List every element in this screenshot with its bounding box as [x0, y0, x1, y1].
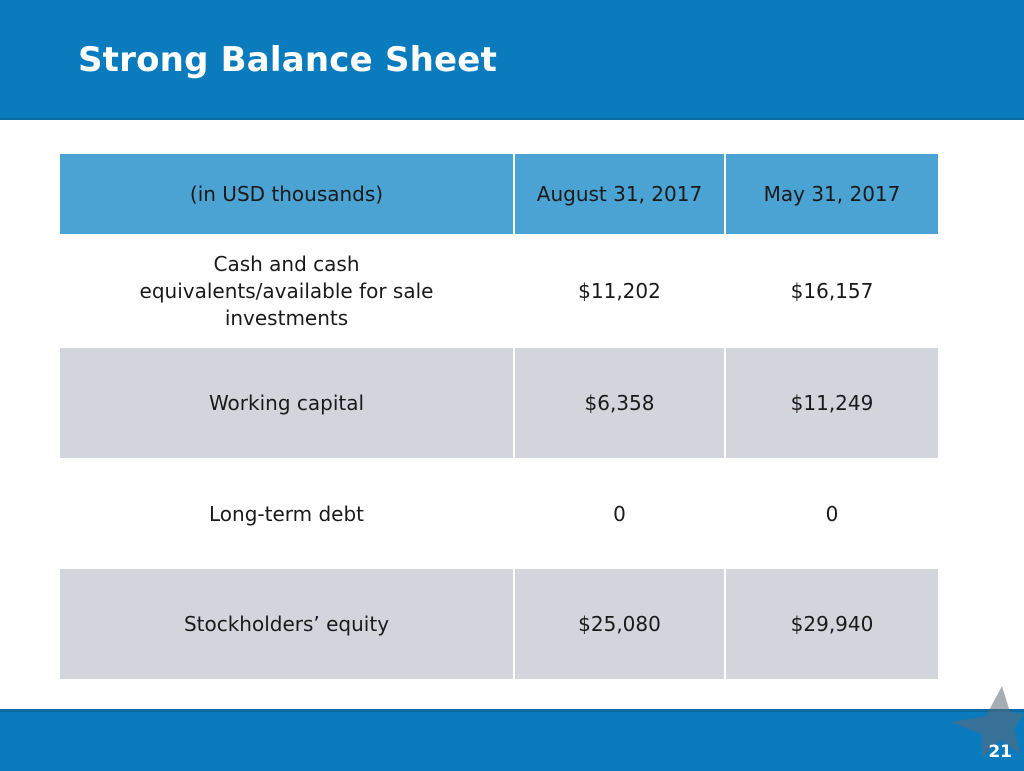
footer-bar: [0, 709, 1024, 771]
cell-stockholders-equity-may: $29,940: [725, 569, 938, 680]
table-header-row: [60, 154, 938, 234]
cell-working-capital-may: $11,249: [725, 348, 938, 459]
column-header-may-2017: May 31, 2017: [725, 154, 938, 234]
column-header-aug-2017: August 31, 2017: [514, 154, 725, 234]
title-bar: [0, 0, 1024, 120]
table-row: [60, 234, 938, 348]
cell-cash-may: $16,157: [725, 234, 938, 348]
table-row: [60, 348, 938, 459]
table-row: [60, 569, 938, 680]
cell-working-capital-aug: $6,358: [514, 348, 725, 459]
row-label-long-term-debt: Long-term debt: [60, 459, 514, 570]
cell-cash-aug: $11,202: [514, 234, 725, 348]
unit-label: (in USD thousands): [60, 154, 514, 234]
table-row: [60, 459, 938, 570]
page-number: 21: [988, 742, 1012, 762]
slide-title: Strong Balance Sheet: [78, 40, 498, 80]
cell-long-term-debt-may: 0: [725, 459, 938, 570]
balance-sheet-table: [60, 154, 938, 680]
row-label-cash: Cash and cash equivalents/available for sale investments: [60, 234, 514, 348]
cell-long-term-debt-aug: 0: [514, 459, 725, 570]
cell-stockholders-equity-aug: $25,080: [514, 569, 725, 680]
row-label-working-capital: Working capital: [60, 348, 514, 459]
row-label-stockholders-equity: Stockholders’ equity: [60, 569, 514, 680]
